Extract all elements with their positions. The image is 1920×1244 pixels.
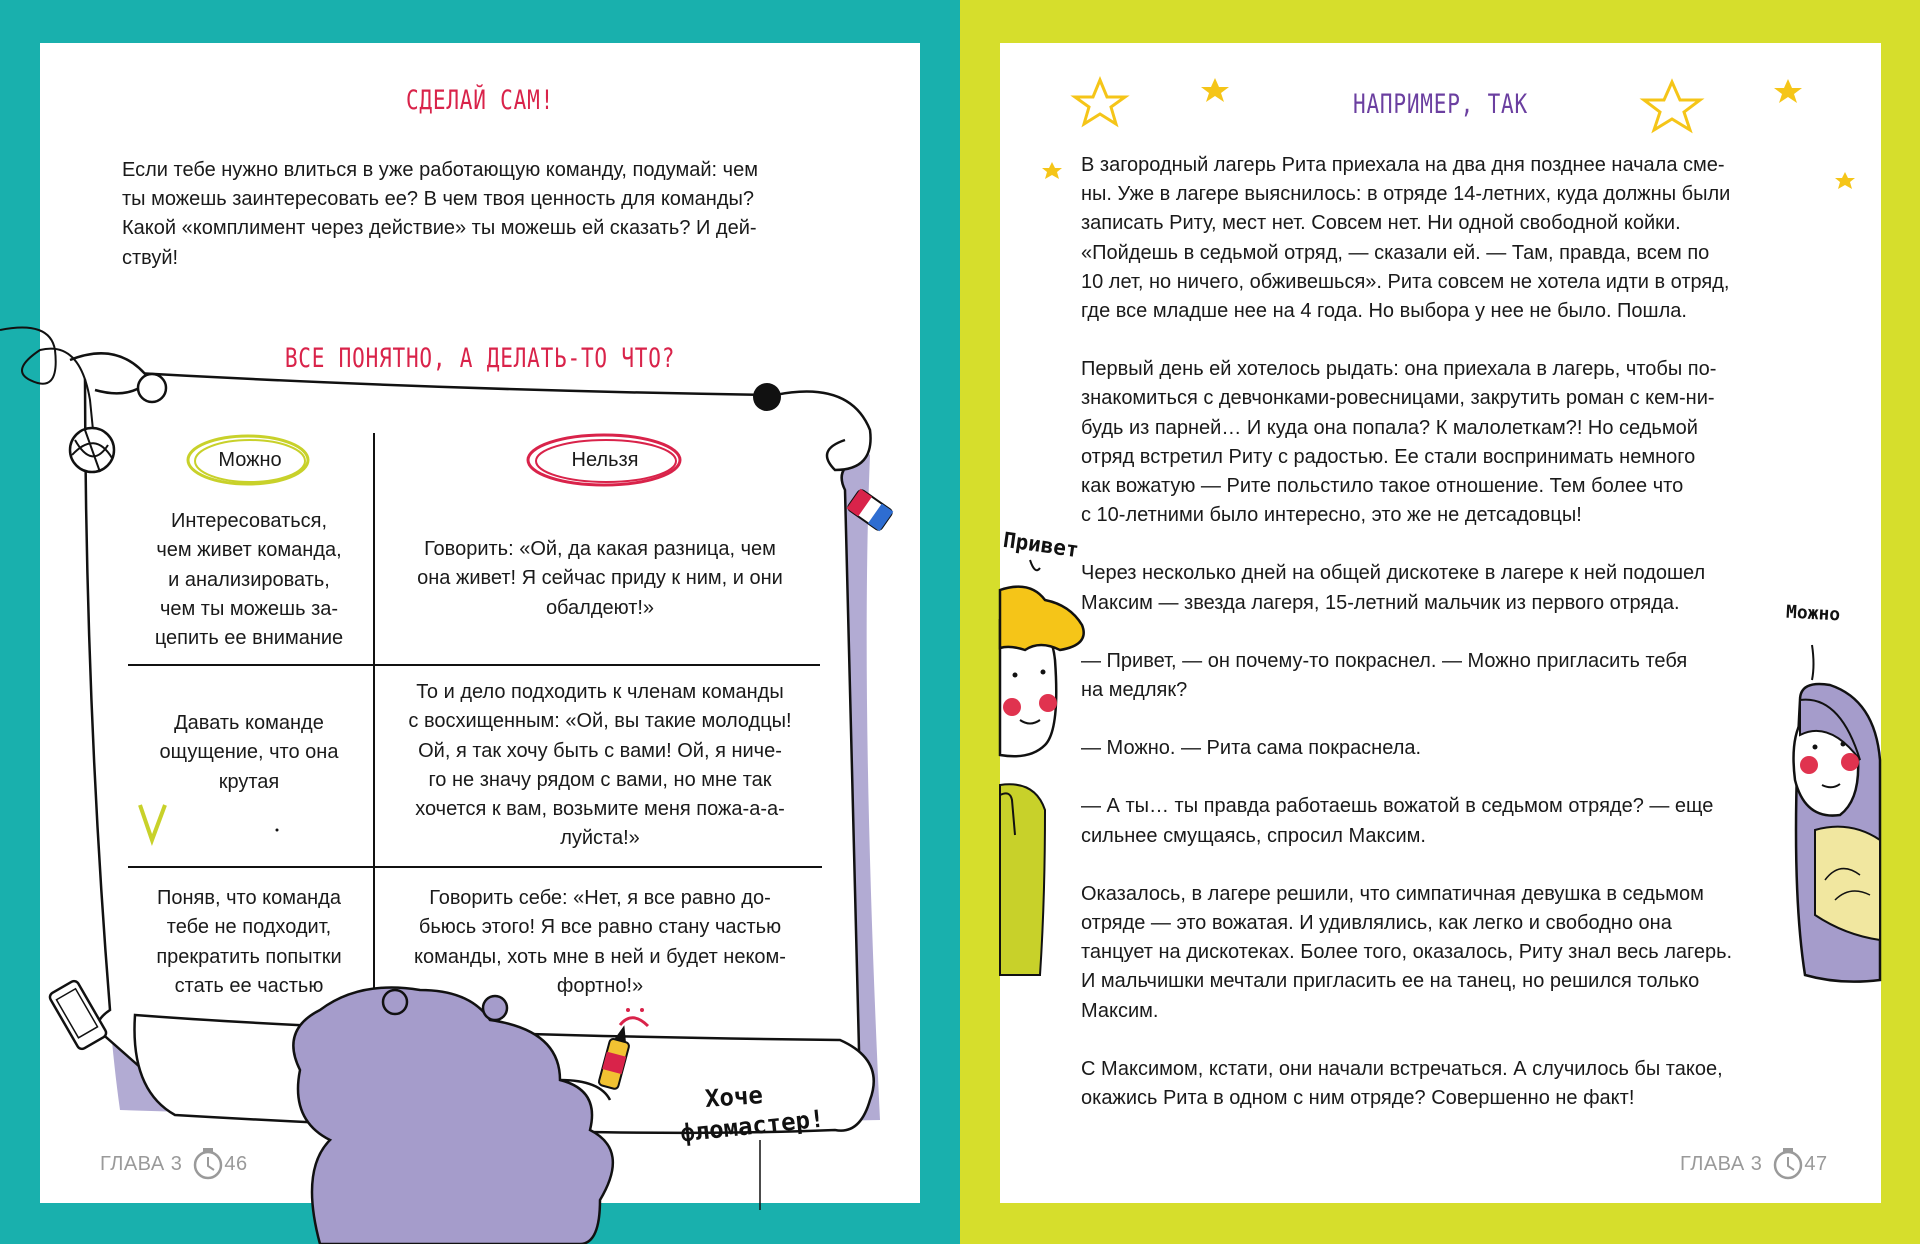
text-line: Оказалось, в лагере решили, что симпатичная девушка в седьмом [1081, 882, 1704, 905]
section-subtitle: ВСЕ ПОНЯТНО, А ДЕЛАТЬ-ТО ЧТО? [284, 343, 676, 374]
cell-line: луйста!» [560, 827, 640, 850]
table-cell-cannot [385, 678, 815, 854]
pin-white-icon [138, 374, 166, 402]
cell-line: Интересоваться, [170, 510, 328, 532]
text-line: 10 лет, но ничего, обживешься». Рита совсем не хотела идти в отряд, [1081, 270, 1730, 293]
cell-line: Поняв, что команда [157, 887, 341, 909]
text-line: танцует на дискотеках. Более того, оказалось, Риту знал весь лагерь. [1081, 941, 1733, 964]
cell-line: цепить ее внимание [154, 627, 344, 650]
cell-line: Говорить: «Ой, да какая разница, чем [424, 538, 776, 560]
cell-line: Ой, я так хочу быть с вами! Ой, я ниче- [418, 739, 782, 762]
text-line: В загородный лагерь Рита приехала на два дня позднее начала сме- [1081, 154, 1725, 176]
text-line: отряде — это вожатая. И удивлялись, как легко и свободно она [1081, 912, 1672, 935]
text-line: сильнее смущаясь, спросил Максим. [1081, 824, 1426, 847]
table-cell-cannot [385, 884, 815, 1001]
cell-line: ощущение, что она [159, 741, 339, 764]
cell-line: крутая [218, 770, 280, 793]
text-line: записать Риту, мест нет. Совсем нет. Ни одной свободной койки. [1081, 212, 1681, 235]
speech-girl: Можно [1785, 601, 1841, 626]
text-line: Через несколько дней на общей дискотеке в лагере к ней подошел [1081, 562, 1706, 585]
star-icon [1835, 172, 1855, 189]
text-line: отряд встретил Риту с радостью. Ее стали воспринимать немного [1081, 445, 1696, 468]
text-line: Максим. [1081, 999, 1159, 1022]
cell-line: стать ее частью [174, 974, 324, 997]
star-icon [1075, 80, 1125, 124]
page-number: 46 [224, 1153, 248, 1175]
text-line: Какой «комплимент через действие» ты можешь ей сказать? И дей- [122, 217, 757, 240]
cell-line: го не значу рядом с вами, но мне так [428, 768, 772, 791]
text-line: С Максимом, кстати, они начали встречаться. А случилось бы такое, [1081, 1057, 1723, 1080]
cell-line: она живет! Я сейчас приду к ним, и они [417, 567, 783, 590]
cell-line: с восхищенным: «Ой, вы такие молодцы! [408, 710, 792, 733]
handwritten-note-line1: Хоче [704, 1081, 764, 1113]
table-header-can: Можно [218, 449, 282, 471]
cell-line: чем ты можешь за- [159, 597, 339, 620]
text-line: Первый день ей хотелось рыдать: она приехала в лагерь, чтобы по- [1081, 358, 1717, 381]
table-cell-can [133, 507, 365, 653]
cell-line: тебе не подходит, [166, 916, 332, 939]
cell-line: и анализировать, [168, 568, 330, 591]
cell-line: бьюсь этого! Я все равно стану частью [418, 916, 782, 939]
footer-left [100, 1153, 248, 1176]
text-line: Максим — звезда лагеря, 15-летний мальчик из первого отряда. [1081, 591, 1680, 614]
text-line: на медляк? [1081, 679, 1188, 702]
text-line: ты можешь заинтересовать ее? В чем твоя ценность для команды? [122, 188, 755, 211]
cell-line: Давать команде [174, 712, 324, 734]
text-line: — Привет, — он почему-то покраснел. — Можно пригласить тебя [1081, 649, 1688, 672]
text-line: будь из парней… И куда она попала? К малолеткам?! Но седьмой [1081, 416, 1698, 439]
page-title-left: СДЕЛАЙ САМ! [405, 85, 555, 116]
text-line: ны. Уже в лагере выяснилось: в отряде 14-летних, куда должны были [1081, 183, 1731, 206]
text-line: где все младше нее на 4 года. Но выбора у нее не было. Пошла. [1081, 300, 1687, 323]
cell-line: Говорить себе: «Нет, я все равно до- [429, 887, 771, 909]
text-line: с 10-летними было интересно, это же не детсадовцы! [1081, 504, 1582, 527]
table-header-cannot: Нельзя [571, 449, 639, 471]
cell-line: команды, хоть мне в ней и будет неком- [414, 945, 786, 968]
pin-black-icon [753, 383, 781, 411]
boy-hair [1000, 587, 1084, 650]
text-line: окажись Рита в одном с ним отряде? Совершенно не факт! [1081, 1087, 1635, 1110]
handwritten-note-line2: фломастер! [678, 1104, 826, 1148]
text-line: ствуй! [122, 246, 179, 269]
cell-line: чем живет команда, [156, 539, 342, 562]
cell-line: То и дело подходить к членам команды [416, 681, 784, 703]
phone-icon [48, 979, 108, 1050]
text-line: знакомиться с девчонками-ровесницами, закрутить роман с кем-ни- [1081, 387, 1715, 410]
footer-right [1680, 1153, 1828, 1176]
cell-line: прекратить попытки [156, 945, 342, 968]
page-number: 47 [1804, 1153, 1828, 1175]
cell-line: обалдеют!» [545, 596, 655, 619]
cell-line: фортно!» [556, 974, 644, 997]
boy-body [1000, 784, 1045, 975]
chapter-label: ГЛАВА 3 [1680, 1153, 1763, 1175]
table-cell-can [133, 709, 365, 797]
star-icon [1042, 162, 1062, 179]
text-line: Если тебе нужно влиться в уже работающую команду, подумай: чем [122, 159, 758, 181]
chapter-label: ГЛАВА 3 [100, 1153, 183, 1175]
text-line: — А ты… ты правда работаешь вожатой в седьмом отряде? — еще [1081, 795, 1714, 818]
star-icon [1774, 79, 1802, 103]
text-line: как вожатую — Рите польстило такое отношение. Тем более что [1081, 475, 1684, 498]
cell-line: хочется к вам, возьмите меня пожа-а-а- [415, 798, 785, 821]
text-line: «Пойдешь в седьмой отряд, — сказали ей. — Там, правда, всем по [1081, 241, 1710, 264]
star-icon [1644, 82, 1700, 130]
speech-boy: Привет [1001, 527, 1081, 563]
star-icon [1201, 78, 1229, 102]
table-cell-can [133, 884, 365, 1001]
page-title-right: НАПРИМЕР, ТАК [1353, 89, 1528, 120]
table-cell-cannot [385, 535, 815, 623]
text-line: — Можно. — Рита сама покраснела. [1081, 737, 1422, 760]
text-line: И мальчишки мечтали пригласить ее на танец, но решился только [1081, 970, 1700, 993]
